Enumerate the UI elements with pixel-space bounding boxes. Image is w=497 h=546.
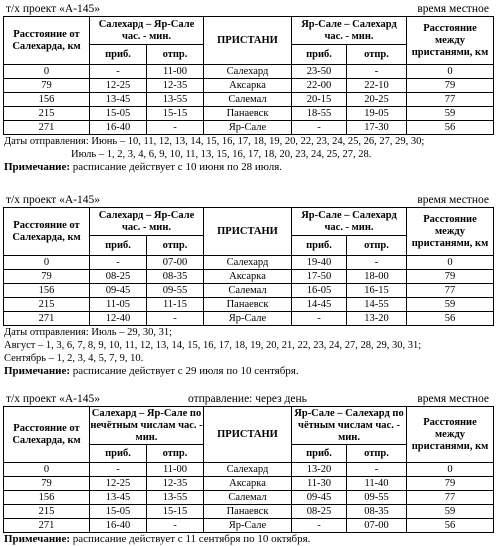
col-distance-from: Расстояние от Салехарда, км — [4, 208, 90, 256]
cell-arr1: 15-05 — [90, 505, 147, 519]
note-text: расписание действует с 11 сентября по 10 октября. — [70, 533, 311, 545]
cell-arr2: - — [292, 519, 347, 533]
col-direction-2: Яр-Сале – Салехард по чётным числам час. - мин. — [292, 407, 407, 445]
note-label: Примечание: — [4, 365, 71, 377]
cell-dep2: 19-05 — [347, 107, 407, 121]
cell-arr1: 11-05 — [90, 298, 147, 312]
cell-dep1: - — [147, 121, 204, 135]
cell-pier: Аксарка — [204, 270, 292, 284]
table-row — [4, 256, 494, 270]
schedule-header — [0, 193, 497, 207]
cell-dep2: 18-00 — [347, 270, 407, 284]
cell-arr1: 13-45 — [90, 93, 147, 107]
table-row — [4, 107, 494, 121]
cell-arr2: 23-50 — [292, 65, 347, 79]
cell-arr2: 13-20 — [292, 463, 347, 477]
cell-dep1: - — [147, 519, 204, 533]
cell-dist: 79 — [4, 270, 90, 284]
col-piers: ПРИСТАНИ — [204, 407, 292, 463]
departure-dates — [0, 326, 497, 365]
cell-between: 79 — [407, 270, 494, 284]
schedule-note — [0, 533, 497, 546]
cell-dep1: 09-55 — [147, 284, 204, 298]
cell-pier: Салемал — [204, 93, 292, 107]
dates-line: Даты отправления: Июнь – 10, 11, 12, 13, 14, 15, 16, 17, 18, 19, 20, 22, 23, 24, 25, 26, 27, 29, 30; — [4, 136, 425, 147]
cell-dep1: 12-35 — [147, 79, 204, 93]
cell-arr1: - — [90, 463, 147, 477]
cell-arr1: 12-25 — [90, 477, 147, 491]
cell-arr1: 16-40 — [90, 121, 147, 135]
cell-pier: Яр-Сале — [204, 312, 292, 326]
schedule-header — [0, 392, 497, 406]
departure-dates — [0, 135, 497, 161]
col-direction-2: Яр-Сале – Салехард час. - мин. — [292, 17, 407, 45]
note-label: Примечание: — [4, 533, 71, 545]
cell-pier: Панаевск — [204, 298, 292, 312]
cell-arr2: 09-45 — [292, 491, 347, 505]
col-arr: приб. — [292, 445, 347, 463]
cell-dep2: 11-40 — [347, 477, 407, 491]
cell-pier: Салемал — [204, 491, 292, 505]
cell-dep1: 11-00 — [147, 463, 204, 477]
table-row — [4, 284, 494, 298]
schedule-block-1 — [0, 2, 497, 174]
cell-arr1: 08-25 — [90, 270, 147, 284]
cell-arr2: - — [292, 312, 347, 326]
cell-pier: Салехард — [204, 65, 292, 79]
cell-dist: 156 — [4, 93, 90, 107]
cell-between: 0 — [407, 256, 494, 270]
cell-between: 59 — [407, 107, 494, 121]
cell-arr1: 12-25 — [90, 79, 147, 93]
table-row — [4, 298, 494, 312]
cell-dep2: - — [347, 256, 407, 270]
cell-dep1: 13-55 — [147, 93, 204, 107]
cell-arr2: 14-45 — [292, 298, 347, 312]
col-between: Расстояние между пристанями, км — [407, 208, 494, 256]
col-distance-from: Расстояние от Салехарда, км — [4, 17, 90, 65]
time-note: время местное — [417, 194, 489, 206]
cell-arr2: 20-15 — [292, 93, 347, 107]
col-arr: приб. — [292, 236, 347, 256]
time-note: время местное — [417, 393, 489, 405]
col-arr: приб. — [90, 236, 147, 256]
table-row — [4, 65, 494, 79]
cell-dep2: 08-35 — [347, 505, 407, 519]
cell-arr1: 16-40 — [90, 519, 147, 533]
cell-pier: Аксарка — [204, 477, 292, 491]
cell-pier: Салехард — [204, 463, 292, 477]
cell-dep1: 07-00 — [147, 256, 204, 270]
col-dep: отпр. — [347, 45, 407, 65]
cell-dist: 215 — [4, 107, 90, 121]
schedule-block-2 — [0, 193, 497, 378]
cell-between: 56 — [407, 312, 494, 326]
col-direction-1: Салехард – Яр-Сале час. - мин. — [90, 17, 204, 45]
cell-arr1: 15-05 — [90, 107, 147, 121]
cell-dist: 215 — [4, 505, 90, 519]
cell-arr2: 16-05 — [292, 284, 347, 298]
cell-between: 59 — [407, 505, 494, 519]
time-note: время местное — [417, 3, 489, 15]
cell-dep1: 11-00 — [147, 65, 204, 79]
table-row — [4, 519, 494, 533]
cell-dep1: 08-35 — [147, 270, 204, 284]
cell-arr1: 13-45 — [90, 491, 147, 505]
schedule-table — [3, 16, 494, 135]
cell-dist: 79 — [4, 477, 90, 491]
col-dep: отпр. — [147, 45, 204, 65]
table-row — [4, 121, 494, 135]
cell-dep1: 11-15 — [147, 298, 204, 312]
cell-arr2: 22-00 — [292, 79, 347, 93]
dates-line: Август – 1, 3, 6, 7, 8, 9, 10, 11, 12, 13, 14, 15, 16, 17, 18, 19, 20, 21, 22, 23, 24, 27, 28, 29, 30, 31; — [4, 340, 422, 351]
schedule-block-3 — [0, 392, 497, 546]
cell-dep2: 07-00 — [347, 519, 407, 533]
col-dep: отпр. — [147, 445, 204, 463]
schedule-table — [3, 207, 494, 326]
cell-pier: Панаевск — [204, 505, 292, 519]
table-row — [4, 93, 494, 107]
col-dep: отпр. — [347, 445, 407, 463]
vessel-label: т/х проект «А-145» — [6, 393, 100, 405]
cell-dep2: 16-15 — [347, 284, 407, 298]
col-between: Расстояние между пристанями, км — [407, 17, 494, 65]
schedule-note — [0, 161, 497, 174]
table-row — [4, 463, 494, 477]
cell-arr2: 08-25 — [292, 505, 347, 519]
table-row — [4, 79, 494, 93]
cell-dep2: - — [347, 463, 407, 477]
col-dep: отпр. — [347, 236, 407, 256]
cell-between: 77 — [407, 284, 494, 298]
cell-dist: 215 — [4, 298, 90, 312]
schedule-note — [0, 365, 497, 378]
table-row — [4, 312, 494, 326]
cell-dep2: - — [347, 65, 407, 79]
dates-line: Даты отправления: Июль – 29, 30, 31; — [4, 327, 172, 338]
vessel-label: т/х проект «А-145» — [6, 194, 100, 206]
cell-arr1: - — [90, 65, 147, 79]
cell-between: 59 — [407, 298, 494, 312]
cell-dep2: 22-10 — [347, 79, 407, 93]
cell-between: 0 — [407, 463, 494, 477]
cell-dist: 0 — [4, 256, 90, 270]
table-row — [4, 491, 494, 505]
cell-arr2: - — [292, 121, 347, 135]
cell-dist: 271 — [4, 312, 90, 326]
note-text: расписание действует с 29 июля по 10 сентября. — [70, 365, 299, 377]
cell-dist: 156 — [4, 284, 90, 298]
cell-dep1: 12-35 — [147, 477, 204, 491]
cell-pier: Салемал — [204, 284, 292, 298]
cell-dist: 79 — [4, 79, 90, 93]
cell-between: 79 — [407, 477, 494, 491]
cell-dist: 0 — [4, 463, 90, 477]
col-arr: приб. — [292, 45, 347, 65]
cell-dep2: 13-20 — [347, 312, 407, 326]
schedule-header — [0, 2, 497, 16]
cell-dep1: - — [147, 312, 204, 326]
cell-dist: 271 — [4, 519, 90, 533]
cell-dist: 271 — [4, 121, 90, 135]
cell-between: 79 — [407, 79, 494, 93]
cell-arr2: 17-50 — [292, 270, 347, 284]
cell-between: 0 — [407, 65, 494, 79]
table-row — [4, 505, 494, 519]
col-direction-1: Салехард – Яр-Сале час. - мин. — [90, 208, 204, 236]
cell-dep2: 17-30 — [347, 121, 407, 135]
mode-label: отправление: через день — [188, 393, 307, 405]
dates-line: Сентябрь – 1, 2, 3, 4, 5, 7, 9, 10. — [4, 353, 144, 364]
col-arr: приб. — [90, 445, 147, 463]
cell-pier: Яр-Сале — [204, 121, 292, 135]
cell-between: 56 — [407, 121, 494, 135]
col-direction-2: Яр-Сале – Салехард час. - мин. — [292, 208, 407, 236]
cell-arr2: 18-55 — [292, 107, 347, 121]
cell-pier: Салехард — [204, 256, 292, 270]
col-piers: ПРИСТАНИ — [204, 208, 292, 256]
table-row — [4, 477, 494, 491]
note-text: расписание действует с 10 июня по 28 июля. — [70, 161, 283, 173]
cell-dep1: 13-55 — [147, 491, 204, 505]
cell-pier: Панаевск — [204, 107, 292, 121]
cell-arr1: - — [90, 256, 147, 270]
cell-pier: Яр-Сале — [204, 519, 292, 533]
cell-dist: 156 — [4, 491, 90, 505]
cell-dist: 0 — [4, 65, 90, 79]
note-label: Примечание: — [4, 161, 71, 173]
cell-dep1: 15-15 — [147, 107, 204, 121]
col-direction-1: Салехард – Яр-Сале по нечётным числам час. - мин. — [90, 407, 203, 443]
cell-dep2: 09-55 — [347, 491, 407, 505]
col-arr: приб. — [90, 45, 147, 65]
cell-dep2: 14-55 — [347, 298, 407, 312]
cell-between: 77 — [407, 93, 494, 107]
cell-arr2: 19-40 — [292, 256, 347, 270]
table-row — [4, 270, 494, 284]
cell-pier: Аксарка — [204, 79, 292, 93]
col-distance-from: Расстояние от Салехарда, км — [4, 407, 90, 463]
cell-arr2: 11-30 — [292, 477, 347, 491]
cell-dep1: 15-15 — [147, 505, 204, 519]
schedule-table — [3, 406, 494, 533]
cell-arr1: 12-40 — [90, 312, 147, 326]
cell-between: 77 — [407, 491, 494, 505]
col-piers: ПРИСТАНИ — [204, 17, 292, 65]
dates-line: Июль – 1, 2, 3, 4, 6, 9, 10, 11, 13, 15, 16, 17, 18, 20, 23, 24, 25, 27, 28. — [71, 149, 372, 160]
col-between: Расстояние между пристанями, км — [407, 407, 494, 463]
col-dep: отпр. — [147, 236, 204, 256]
vessel-label: т/х проект «А-145» — [6, 3, 100, 15]
cell-between: 56 — [407, 519, 494, 533]
cell-dep2: 20-25 — [347, 93, 407, 107]
cell-arr1: 09-45 — [90, 284, 147, 298]
